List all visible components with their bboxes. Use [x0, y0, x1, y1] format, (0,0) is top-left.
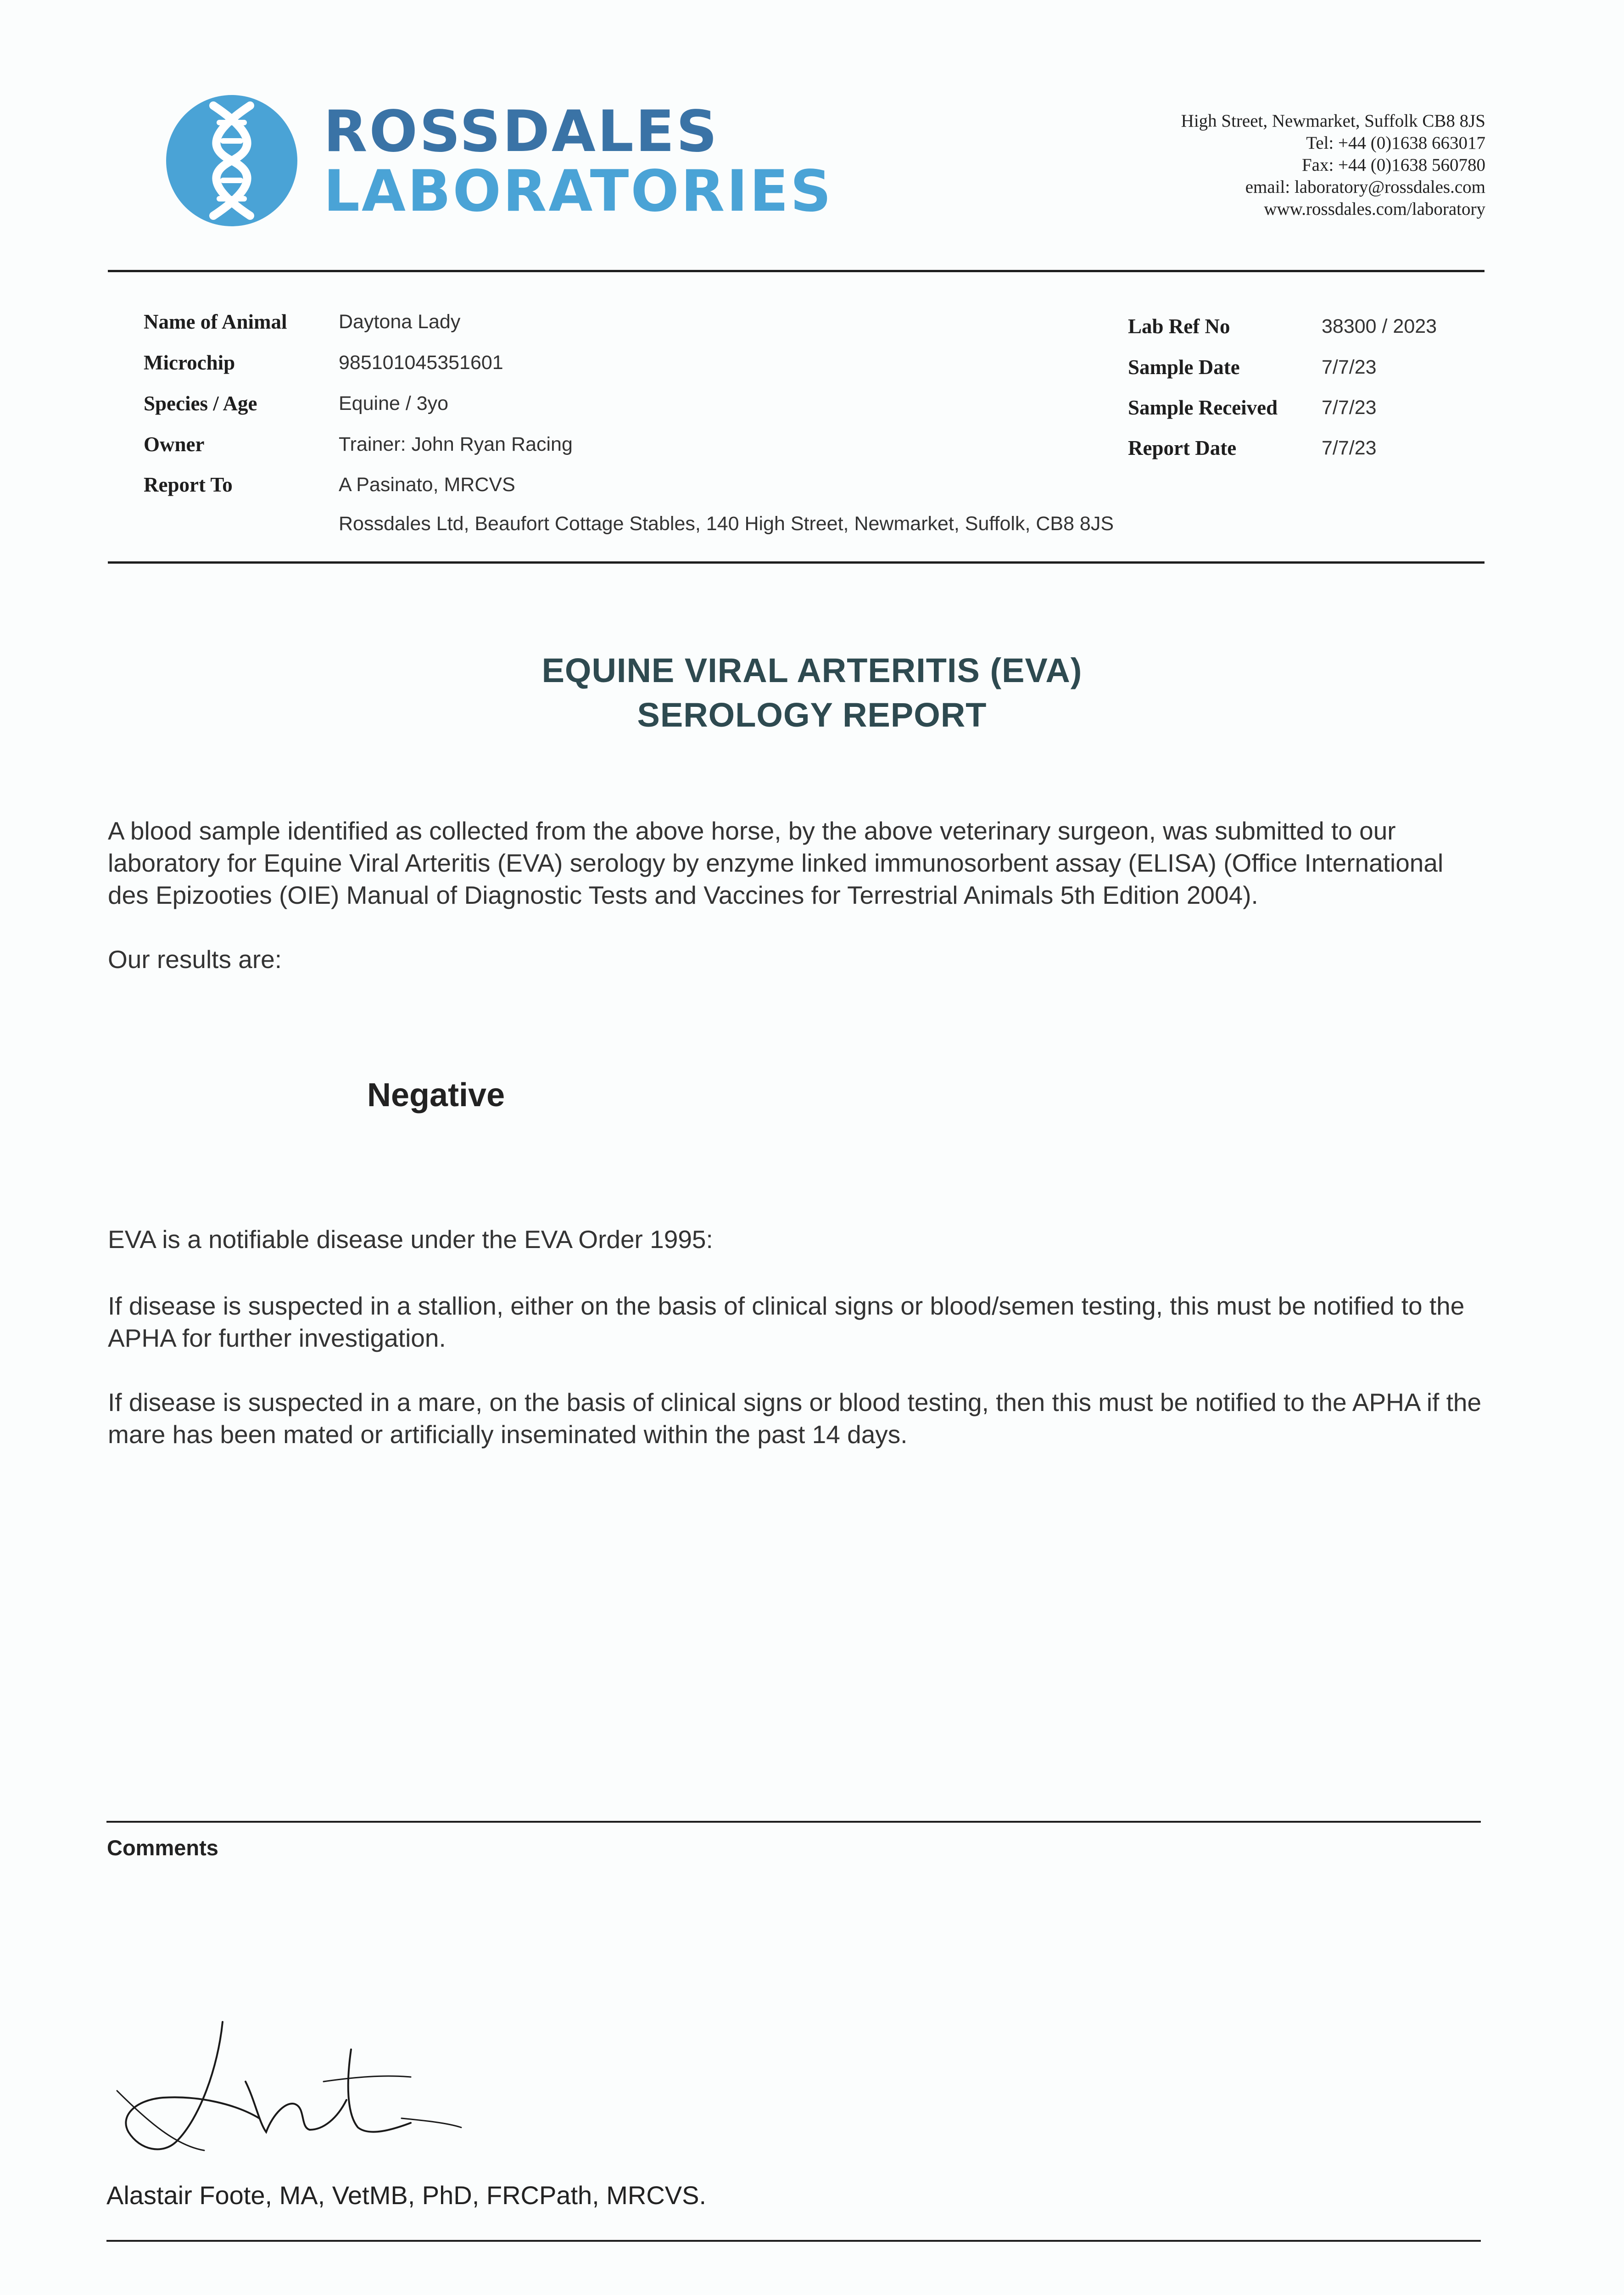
mare-note: If disease is suspected in a mare, on the basis of clinical signs or blood testing, then this must be notified to the APHA if the mare has been mated or artificially inseminated within the past 14 days. [108, 1388, 1482, 1449]
lab-telephone: Tel: +44 (0)1638 663017 [1306, 133, 1485, 153]
detail-label-microchip: Microchip [144, 351, 235, 374]
detail-value-owner: Trainer: John Ryan Racing [339, 433, 573, 455]
detail-label-report-to: Report To [144, 473, 233, 496]
footer-divider [106, 2240, 1481, 2242]
notifiable-statement: EVA is a notifiable disease under the EVA Order 1995: [108, 1225, 713, 1254]
detail-label-sample-received: Sample Received [1128, 396, 1278, 419]
detail-label-name-of-animal: Name of Animal [144, 310, 287, 333]
stallion-note: If disease is suspected in a stallion, either on the basis of clinical signs or blood/semen testing, this must be notified to the APHA for further investigation. [108, 1292, 1465, 1352]
detail-label-sample-date: Sample Date [1128, 356, 1240, 379]
report-intro: A blood sample identified as collected from the above horse, by the above veterinary surgeon, was submitted to our laboratory for Equine Viral Arteritis (EVA) serology by enzyme linked immunosorbent assay (ELISA) (Office International des Epizooties (OIE) Manual of Diagnostic Tests and Vaccines for Terrestrial Animals 5th Edition 2004). [108, 817, 1444, 909]
signature [108, 2013, 466, 2164]
header-divider [108, 270, 1484, 272]
brand-subtitle: LABORATORIES [324, 158, 833, 224]
detail-label-report-date: Report Date [1128, 437, 1237, 459]
detail-value-sample-received: 7/7/23 [1322, 397, 1377, 419]
brand-name: ROSSDALES [324, 99, 719, 165]
detail-value-lab-ref-no: 38300 / 2023 [1322, 315, 1437, 337]
detail-value-report-date: 7/7/23 [1322, 437, 1377, 459]
lab-email: email: laboratory@rossdales.com [1245, 177, 1485, 197]
signatory-name: Alastair Foote, MA, VetMB, PhD, FRCPath, MRCVS. [106, 2181, 707, 2210]
test-result: Negative [367, 1077, 505, 1114]
detail-value-microchip: 985101045351601 [339, 352, 503, 374]
detail-value-report-to-address: Rossdales Ltd, Beaufort Cottage Stables, 140 High Street, Newmarket, Suffolk, CB8 8JS [339, 513, 1114, 535]
detail-value-species-age: Equine / 3yo [339, 392, 449, 414]
lab-address: High Street, Newmarket, Suffolk CB8 8JS [1181, 111, 1485, 131]
contact-block [1181, 110, 1485, 220]
detail-label-owner: Owner [144, 433, 205, 456]
detail-value-sample-date: 7/7/23 [1322, 356, 1377, 378]
details-divider [108, 561, 1484, 564]
comments-label: Comments [107, 1836, 218, 1860]
lab-website: www.rossdales.com/laboratory [1264, 199, 1485, 219]
report-title: EQUINE VIRAL ARTERITIS (EVA) [541, 651, 1083, 689]
report-subtitle: SEROLOGY REPORT [637, 696, 987, 734]
dna-helix-icon [165, 94, 298, 227]
detail-value-name-of-animal: Daytona Lady [339, 311, 461, 333]
detail-label-species-age: Species / Age [144, 392, 257, 415]
comments-divider [106, 1821, 1481, 1823]
detail-value-report-to: A Pasinato, MRCVS [339, 474, 515, 496]
detail-label-lab-ref-no: Lab Ref No [1128, 315, 1230, 338]
results-intro: Our results are: [108, 945, 282, 974]
lab-fax: Fax: +44 (0)1638 560780 [1301, 155, 1485, 175]
